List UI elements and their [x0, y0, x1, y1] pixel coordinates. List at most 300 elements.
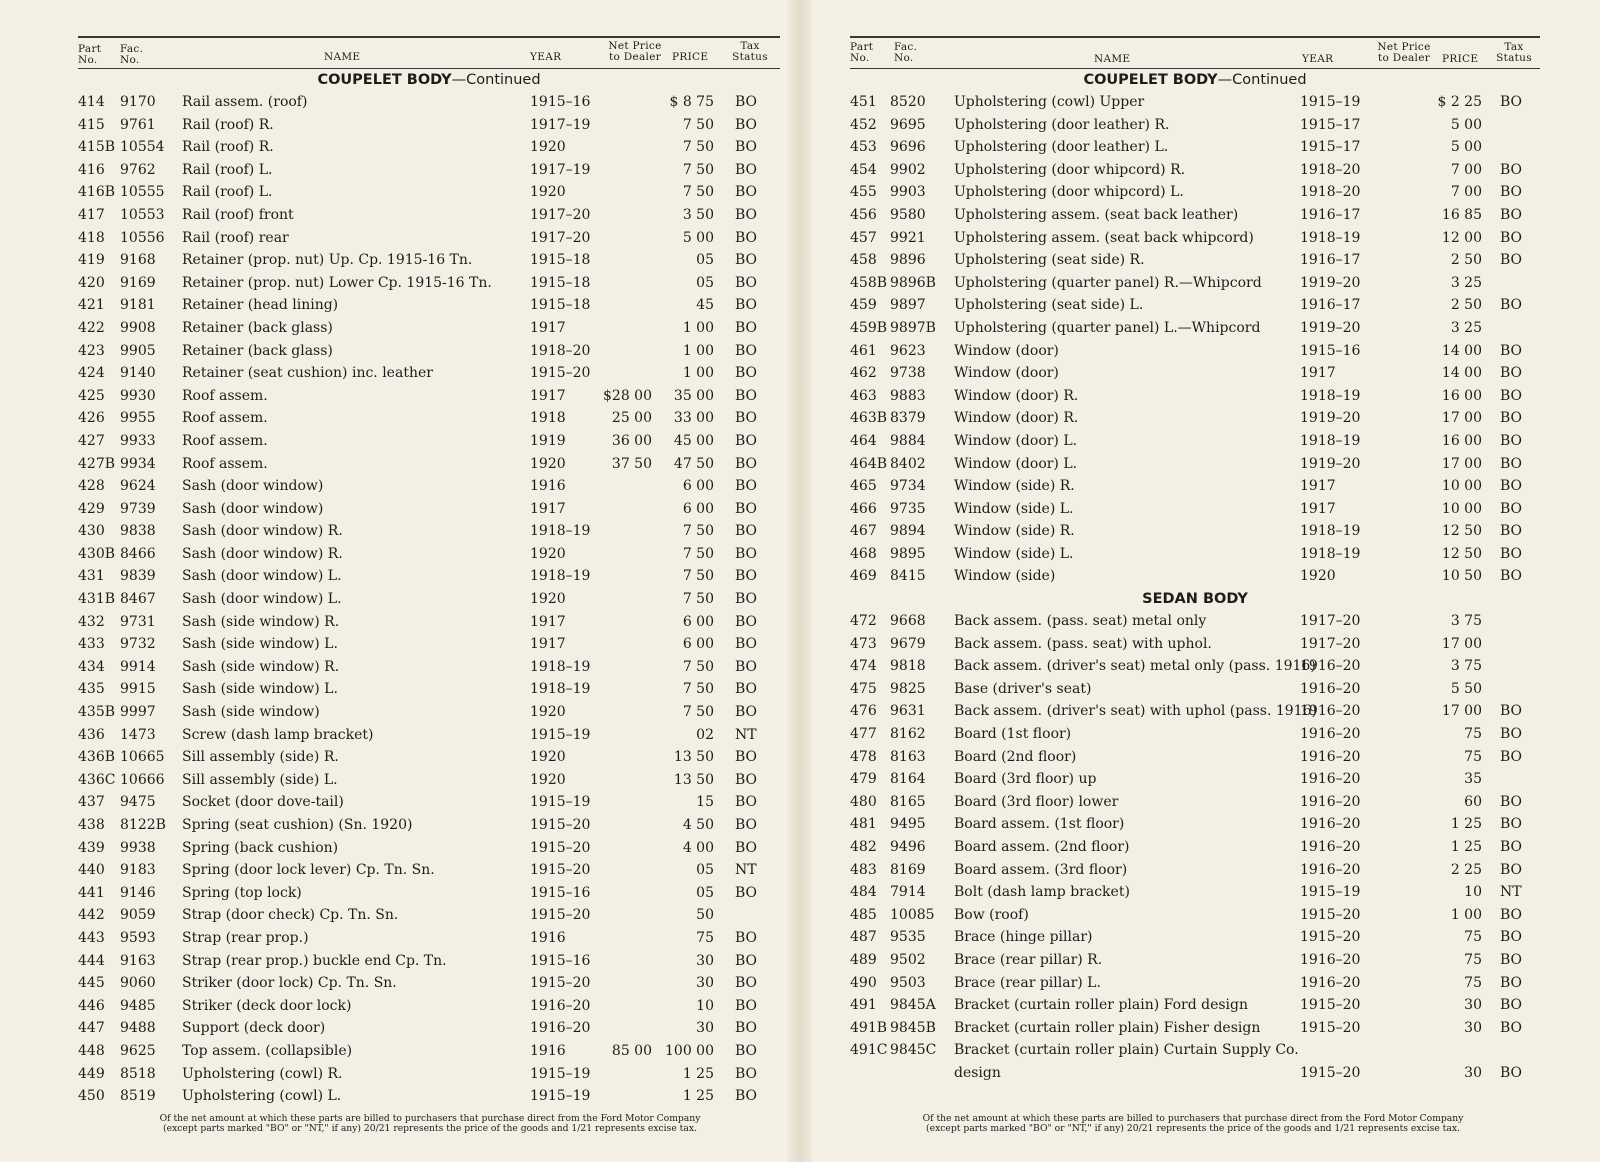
part-number: 482	[850, 839, 877, 855]
parts-row	[78, 249, 780, 272]
model-year: 1917	[1300, 500, 1336, 517]
parts-row	[850, 249, 1540, 272]
list-price: 47 50	[673, 455, 714, 472]
factory-number: 8162	[890, 726, 926, 743]
part-number: 444	[78, 952, 105, 969]
list-price: 1 25	[1450, 816, 1482, 833]
list-price: 5 00	[1450, 139, 1482, 156]
part-number: 434	[78, 658, 105, 675]
list-price: 13 50	[673, 771, 714, 788]
parts-row	[850, 700, 1540, 723]
list-price: 17 00	[1441, 635, 1482, 652]
part-name: Screw (dash lamp bracket)	[182, 726, 374, 743]
list-price: 75	[1464, 748, 1482, 765]
parts-row	[78, 1063, 780, 1086]
part-number: 446	[78, 997, 105, 1014]
factory-number: 9679	[890, 635, 926, 652]
part-name: Window (side)	[954, 568, 1056, 585]
parts-row	[78, 136, 780, 159]
part-name: Upholstering (door leather) R.	[954, 116, 1170, 133]
list-price: 6 00	[682, 613, 714, 630]
parts-row	[850, 91, 1540, 114]
parts-row	[78, 317, 780, 340]
parts-row	[850, 723, 1540, 746]
list-price: 7 50	[682, 545, 714, 562]
factory-number: 8402	[890, 455, 926, 472]
part-number: 484	[850, 884, 877, 901]
model-year: 1916–20	[1300, 816, 1361, 833]
part-name: Back assem. (pass. seat) with uphol.	[954, 635, 1212, 652]
parts-row	[78, 272, 780, 295]
part-name: Window (door)	[954, 365, 1059, 382]
part-number: 427B	[78, 455, 116, 472]
list-price: 7 50	[682, 139, 714, 156]
part-name: Bracket (curtain roller plain) Curtain Supply Co.	[954, 1042, 1299, 1059]
part-name: Window (door) L.	[954, 432, 1078, 449]
list-price: 17 00	[1441, 455, 1482, 472]
footnote-line: (except parts marked "BO" or "NT," if any) 20/21 represents the price of the goods and 1/21 represents excise tax.	[163, 1123, 697, 1134]
factory-number: 9739	[120, 500, 156, 517]
model-year: 1915–20	[530, 907, 591, 924]
part-number: 475	[850, 680, 877, 697]
parts-row	[850, 136, 1540, 159]
list-price: 35	[1464, 771, 1482, 788]
list-price: 10 50	[1441, 568, 1482, 585]
list-price: 13 50	[673, 749, 714, 766]
part-number: 424	[78, 365, 105, 382]
header-fac-no: Fac. No.	[894, 41, 918, 64]
part-number: 457	[850, 229, 877, 246]
header-name: NAME	[324, 51, 361, 63]
factory-number: 9883	[890, 387, 926, 404]
list-price: 1 00	[682, 365, 714, 382]
parts-row	[78, 453, 780, 476]
tax-status: NT	[1500, 884, 1522, 901]
model-year: 1920	[530, 704, 566, 721]
part-number: 489	[850, 951, 877, 968]
section-heading	[78, 69, 780, 91]
parts-row	[78, 859, 780, 882]
factory-number: 9696	[890, 139, 926, 156]
tax-status: BO	[735, 929, 758, 946]
factory-number: 9731	[120, 613, 156, 630]
parts-row	[78, 724, 780, 747]
header-name: NAME	[1094, 53, 1131, 65]
column-header	[850, 36, 1540, 69]
parts-row	[850, 453, 1540, 476]
parts-row	[78, 837, 780, 860]
part-name: Sash (door window) R.	[182, 545, 343, 562]
model-year: 1916–20	[1300, 726, 1361, 743]
tax-status: BO	[1500, 951, 1523, 968]
footnote-line: Of the net amount at which these parts are billed to purchasers that purchase direct from the Ford Motor Company	[922, 1113, 1464, 1124]
list-price: 6 00	[682, 636, 714, 653]
list-price: 7 50	[682, 591, 714, 608]
list-price: 30	[696, 952, 714, 969]
parts-row	[850, 181, 1540, 204]
tax-status: BO	[1500, 184, 1523, 201]
parts-row	[78, 927, 780, 950]
parts-row	[78, 678, 780, 701]
factory-number: 9488	[120, 1020, 156, 1037]
model-year: 1916–20	[1300, 680, 1361, 697]
model-year: 1917	[530, 500, 566, 517]
part-name: Strap (rear prop.) buckle end Cp. Tn.	[182, 952, 447, 969]
part-name: Sash (door window)	[182, 500, 324, 517]
part-name: Upholstering (quarter panel) R.—Whipcord	[954, 274, 1262, 291]
parts-row	[78, 769, 780, 792]
section-title: COUPELET BODY	[1083, 72, 1218, 88]
part-name: Sash (door window) R.	[182, 523, 343, 540]
list-price: 12 50	[1441, 523, 1482, 540]
tax-status: BO	[735, 817, 758, 833]
list-price: 05	[696, 884, 714, 901]
model-year: 1920	[530, 139, 566, 156]
model-year: 1915–17	[1300, 139, 1361, 156]
part-name: Bolt (dash lamp bracket)	[954, 884, 1130, 901]
tax-status: BO	[1500, 997, 1523, 1014]
parts-row	[78, 1085, 780, 1108]
tax-status: BO	[1500, 229, 1523, 246]
tax-status: BO	[735, 794, 758, 811]
part-name: Window (door) R.	[954, 410, 1079, 427]
factory-number: 9170	[120, 94, 156, 110]
factory-number: 9623	[890, 342, 926, 359]
footnote-line: Of the net amount at which these parts are billed to purchasers that purchase direct from the Ford Motor Company	[159, 1113, 701, 1124]
part-number: 433	[78, 636, 105, 653]
part-number: 454	[850, 161, 877, 178]
model-year: 1917–20	[1300, 635, 1361, 652]
parts-row	[78, 227, 780, 250]
model-year: 1918–19	[1300, 387, 1361, 404]
factory-number: 8164	[890, 771, 926, 788]
net-price: 36 00	[611, 432, 652, 449]
part-number: 443	[78, 929, 105, 946]
parts-row	[850, 227, 1540, 250]
part-name: Bracket (curtain roller plain) Fisher design	[954, 1019, 1261, 1036]
part-name: Upholstering (door whipcord) L.	[954, 184, 1184, 201]
model-year: 1917–19	[530, 116, 591, 133]
part-name: Upholstering (seat side) L.	[954, 297, 1144, 314]
tax-status: BO	[735, 545, 758, 562]
list-price: 33 00	[673, 410, 714, 427]
factory-number: 10085	[890, 906, 935, 923]
parts-row	[78, 882, 780, 905]
model-year: 1916–17	[1300, 206, 1361, 223]
factory-number: 9140	[120, 365, 156, 382]
parts-row	[850, 881, 1540, 904]
part-name: Retainer (back glass)	[182, 342, 333, 359]
model-year: 1917	[530, 387, 566, 404]
part-name: Window (side) R.	[954, 523, 1075, 540]
part-name: Rail (roof) front	[182, 206, 294, 223]
parts-row	[850, 294, 1540, 317]
tax-status: BO	[735, 432, 758, 449]
part-number: 468	[850, 545, 877, 562]
model-year: 1915–16	[1300, 342, 1361, 359]
part-name: Spring (door lock lever) Cp. Tn. Sn.	[182, 862, 435, 879]
tax-status: BO	[1500, 816, 1523, 833]
list-price: 7 50	[682, 704, 714, 721]
tax-status: BO	[735, 139, 758, 156]
model-year: 1918–19	[530, 523, 591, 540]
model-year: 1915–19	[530, 1065, 591, 1082]
part-number: 491C	[850, 1042, 888, 1059]
part-number: 472	[850, 613, 877, 630]
model-year: 1918–19	[1300, 545, 1361, 562]
part-name: Upholstering (cowl) L.	[182, 1088, 342, 1105]
tax-status: BO	[735, 952, 758, 969]
model-year: 1918–20	[530, 342, 591, 359]
model-year: 1920	[530, 545, 566, 562]
part-name: Socket (door dove-tail)	[182, 794, 344, 811]
parts-row	[78, 904, 780, 927]
list-price: 7 00	[1450, 161, 1482, 178]
list-price: 10	[1464, 884, 1482, 901]
list-price: 5 50	[1450, 680, 1482, 697]
parts-row	[850, 994, 1540, 1017]
part-name: Sash (side window) R.	[182, 613, 340, 630]
part-number: 430	[78, 523, 105, 540]
parts-row	[78, 430, 780, 453]
net-price: 37 50	[611, 455, 652, 472]
tax-status: BO	[1500, 748, 1523, 765]
model-year: 1915–18	[530, 252, 591, 269]
tax-status: BO	[1500, 703, 1523, 720]
factory-number: 9060	[120, 975, 156, 992]
factory-number: 9059	[120, 907, 156, 924]
parts-row	[850, 498, 1540, 521]
list-price: 10 00	[1441, 478, 1482, 495]
section-continued: —Continued	[451, 72, 541, 88]
model-year: 1920	[530, 771, 566, 788]
parts-row	[78, 791, 780, 814]
part-number: 491	[850, 997, 877, 1014]
tax-status: BO	[735, 658, 758, 675]
tax-status: NT	[735, 726, 757, 743]
part-number: 480	[850, 793, 877, 810]
list-price: 6 00	[682, 500, 714, 517]
part-number: 465	[850, 478, 877, 495]
model-year: 1920	[530, 591, 566, 608]
tax-status: BO	[735, 1042, 758, 1059]
model-year: 1916–17	[1300, 297, 1361, 314]
part-name: Board assem. (1st floor)	[954, 816, 1125, 833]
model-year: 1919–20	[1300, 455, 1361, 472]
list-price: 1 25	[1450, 839, 1482, 855]
section-title: SEDAN BODY	[1142, 591, 1248, 608]
factory-number: 8415	[890, 568, 926, 585]
list-price: 7 50	[682, 116, 714, 133]
tax-status: BO	[1500, 365, 1523, 382]
part-name: Sash (door window) L.	[182, 568, 342, 585]
model-year: 1917	[530, 613, 566, 630]
factory-number: 9845C	[890, 1042, 937, 1059]
tax-status: BO	[1500, 1019, 1523, 1036]
model-year: 1916–20	[1300, 951, 1361, 968]
part-name: Window (door) L.	[954, 455, 1078, 472]
tax-status: BO	[735, 229, 758, 246]
model-year: 1915–20	[530, 975, 591, 992]
part-name: Board (2nd floor)	[954, 748, 1077, 765]
list-price: 16 85	[1441, 206, 1482, 223]
part-name: Support (deck door)	[182, 1020, 326, 1037]
part-name: Brace (hinge pillar)	[954, 929, 1093, 946]
part-name: Base (driver's seat)	[954, 680, 1092, 697]
right-page	[850, 36, 1540, 1085]
part-name: Board (3rd floor) lower	[954, 793, 1119, 810]
parts-row	[850, 475, 1540, 498]
parts-row	[78, 588, 780, 611]
list-price: 60	[1464, 793, 1482, 810]
parts-row	[78, 204, 780, 227]
part-number: 450	[78, 1088, 105, 1105]
part-number: 464	[850, 432, 877, 449]
list-price: 16 00	[1441, 387, 1482, 404]
model-year: 1920	[1300, 568, 1336, 585]
part-name: Spring (seat cushion) (Sn. 1920)	[182, 817, 413, 833]
factory-number: 9930	[120, 387, 156, 404]
part-name: Rail (roof) rear	[182, 229, 289, 246]
factory-number: 9902	[890, 161, 926, 178]
list-price: 45	[696, 297, 714, 314]
part-name: Window (door)	[954, 342, 1059, 359]
parts-row	[78, 181, 780, 204]
part-number: 440	[78, 862, 105, 879]
header-fac-no: Fac. No.	[120, 43, 144, 66]
model-year: 1916	[530, 478, 566, 495]
tax-status: BO	[1500, 478, 1523, 495]
model-year: 1916–20	[1300, 748, 1361, 765]
part-number: 425	[78, 387, 105, 404]
list-price: 7 50	[682, 161, 714, 178]
parts-row	[850, 407, 1540, 430]
list-price: 75	[696, 929, 714, 946]
part-number: 464B	[850, 455, 888, 472]
part-number: 491B	[850, 1019, 888, 1036]
part-name: Rail (roof) R.	[182, 139, 274, 156]
part-name: Upholstering (seat side) R.	[954, 252, 1145, 269]
tax-status: BO	[1500, 545, 1523, 562]
part-number: 441	[78, 884, 105, 901]
model-year: 1915–20	[530, 839, 591, 856]
part-name: Window (side) R.	[954, 478, 1075, 495]
factory-number: 8163	[890, 748, 926, 765]
factory-number: 9146	[120, 884, 156, 901]
header-year: YEAR	[1302, 53, 1334, 65]
factory-number: 9668	[890, 613, 926, 630]
part-name: Striker (door lock) Cp. Tn. Sn.	[182, 975, 397, 992]
part-name: Strap (door check) Cp. Tn. Sn.	[182, 907, 399, 924]
parts-row	[850, 114, 1540, 137]
list-price: 05	[696, 274, 714, 291]
model-year: 1915–19	[1300, 94, 1361, 110]
tax-status: BO	[1500, 861, 1523, 878]
part-number: 473	[850, 635, 877, 652]
parts-row	[78, 972, 780, 995]
part-number: 458B	[850, 274, 888, 291]
model-year: 1915–20	[1300, 1064, 1361, 1081]
model-year: 1915–20	[1300, 1019, 1361, 1036]
model-year: 1916–20	[1300, 974, 1361, 991]
tax-status: BO	[1500, 161, 1523, 178]
header-part-no: Part No.	[850, 41, 874, 64]
part-number: 479	[850, 771, 877, 788]
tax-status: BO	[735, 997, 758, 1014]
part-name: Sash (door window) L.	[182, 591, 342, 608]
parts-row	[850, 746, 1540, 769]
parts-row	[850, 859, 1540, 882]
tax-status: BO	[1500, 297, 1523, 314]
part-number: 455	[850, 184, 877, 201]
factory-number: 9905	[120, 342, 156, 359]
factory-number: 9183	[120, 862, 156, 879]
factory-number: 9485	[120, 997, 156, 1014]
list-price: 2 50	[1450, 297, 1482, 314]
factory-number: 9735	[890, 500, 926, 517]
parts-row	[850, 385, 1540, 408]
model-year: 1919	[530, 432, 566, 449]
factory-number: 9896B	[890, 274, 936, 291]
model-year: 1918–19	[1300, 229, 1361, 246]
model-year: 1915–20	[530, 365, 591, 382]
tax-status: BO	[735, 500, 758, 517]
factory-number: 10665	[120, 749, 165, 766]
part-name: Strap (rear prop.)	[182, 929, 309, 946]
parts-row	[850, 317, 1540, 340]
tax-status: BO	[1500, 1064, 1523, 1081]
factory-number: 9884	[890, 432, 926, 449]
list-price: 14 00	[1441, 342, 1482, 359]
tax-status: BO	[735, 749, 758, 766]
part-number: 476	[850, 703, 877, 720]
tax-status: BO	[1500, 410, 1523, 427]
part-number: 452	[850, 116, 877, 133]
list-price: 3 75	[1450, 658, 1482, 675]
tax-status: BO	[735, 1088, 758, 1105]
parts-row	[78, 340, 780, 363]
factory-number: 9738	[890, 365, 926, 382]
factory-number: 9818	[890, 658, 926, 675]
factory-number: 8518	[120, 1065, 156, 1082]
part-number: 436B	[78, 749, 116, 766]
part-number: 436	[78, 726, 105, 743]
factory-number: 9625	[120, 1042, 156, 1059]
model-year: 1917–20	[1300, 613, 1361, 630]
part-name: Board (1st floor)	[954, 726, 1072, 743]
tax-status: BO	[735, 94, 758, 110]
list-price: 17 00	[1441, 410, 1482, 427]
footnote-right	[846, 1114, 1540, 1134]
tax-status: BO	[1500, 568, 1523, 585]
factory-number: 9897B	[890, 319, 936, 336]
factory-number: 9593	[120, 929, 156, 946]
tax-status: NT	[735, 862, 757, 879]
parts-row	[78, 543, 780, 566]
list-price: 30	[696, 1020, 714, 1037]
header-tax-status: Tax Status	[1496, 41, 1532, 64]
part-name: Upholstering assem. (seat back whipcord)	[954, 229, 1254, 246]
tax-status: BO	[1500, 929, 1523, 946]
part-number: 481	[850, 816, 877, 833]
model-year: 1915–18	[530, 274, 591, 291]
header-price: PRICE	[1442, 53, 1479, 65]
parts-row	[850, 362, 1540, 385]
parts-row	[78, 611, 780, 634]
parts-row	[78, 746, 780, 769]
part-name: Rail (roof) L.	[182, 184, 273, 201]
model-year: 1917	[1300, 365, 1336, 382]
